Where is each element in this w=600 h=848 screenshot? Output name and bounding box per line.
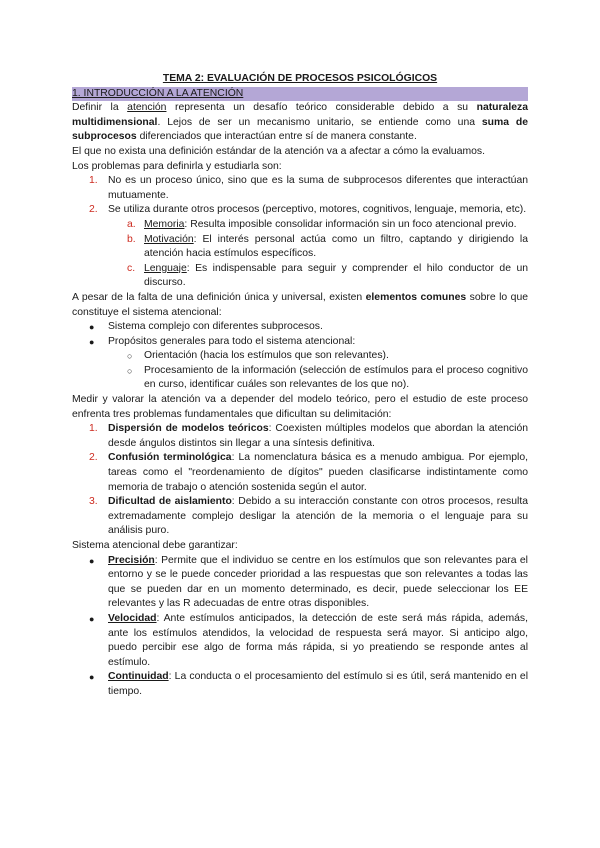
- list-item: ● Precisión: Permite que el individuo se centre en los estímulos que son relevantes para el entorno y se le puede conceder prioridad a las respuestas que son relevantes a todas las que se pueden dar en un momento determinado, es decir, puede seleccionar los EE relevantes y las R adecuadas de entre otras disponibles.: [89, 554, 528, 610]
- list-item: 3. Dificultad de aislamiento: Debido a su interacción constante con otros procesos, resulta extremadamente complejo desligar la atención de la memoria o el lenguaje para su análisis puro.: [89, 496, 528, 537]
- list-item: 2. Se utiliza durante otros procesos (perceptivo, motores, cognitivos, lenguaje, memoria, etc).: [89, 204, 527, 216]
- measure-paragraph: Medir y valorar la atención va a depender del modelo teórico, pero el estudio de este proceso enfrenta tres problemas fundamentales que dificultan su delimitación:: [72, 394, 528, 420]
- purposes-list: [72, 349, 528, 393]
- list-item: a. Memoria: Resulta imposible consolidar información sin un foco atencional previo.: [127, 218, 517, 230]
- guarantees-list: [72, 554, 528, 700]
- bold-naturaleza: naturaleza multidimensional: [72, 102, 528, 128]
- common-elements-paragraph: A pesar de la falta de una definición única y universal, existen elementos comunes sobre lo que constituye el sistema atencional:: [72, 291, 529, 318]
- guarantee-heading: Sistema atencional debe garantizar:: [72, 540, 238, 551]
- list-item: c. Lenguaje: Es indispensable para seguir y comprender el hilo conductor de un discurso.: [127, 262, 528, 289]
- document-title: TEMA 2: EVALUACIÓN DE PROCESOS PSICOLÓGICOS: [162, 73, 438, 84]
- subproblems-list: [72, 218, 528, 291]
- list-item: b. Motivación: El interés personal actúa como un filtro, captando y dirigiendo la atención hacia estímulos específicos.: [127, 233, 528, 260]
- section-heading: 1. INTRODUCCIÓN A LA ATENCIÓN: [72, 87, 528, 102]
- list-item: ○ Procesamiento de la información (selección de estímulos para el proceso cognitivo en curso, identificar cuáles son relevantes de los que no).: [127, 364, 528, 391]
- fundamental-problems-list: [72, 422, 528, 539]
- list-item: ● Propósitos generales para todo el sistema atencional:: [89, 335, 356, 347]
- list-item: ● Velocidad: Ante estímulos anticipados, la detección de este será más rápida, además, ante los estímulos atendidos, la velocidad de respuesta será mayor. Si anticipo algo, puedo percibir ese algo de forma más rápida, si yo preatiendo se responde antes al estímulo.: [89, 612, 528, 668]
- list-item: ● Sistema complejo con diferentes subprocesos.: [89, 321, 323, 333]
- intro-sentence-3: Los problemas para definirla y estudiarla son:: [72, 160, 282, 172]
- list-item: 1. Dispersión de modelos teóricos: Coexisten múltiples modelos que abordan la atención desde ángulos distintos sin llegar a una síntesis definitiva.: [89, 423, 528, 449]
- problems-list: [72, 174, 528, 218]
- list-item: 1. No es un proceso único, sino que es la suma de subprocesos diferentes que interactúan mutuamente.: [89, 175, 528, 201]
- list-item: ● Continuidad: La conducta o el procesamiento del estímulo si es útil, será mantenido en el tiempo.: [89, 671, 528, 697]
- document-page: [72, 72, 528, 700]
- intro-paragraph: Definir la atención representa un desafío teórico considerable debido a su naturaleza multidimensional. Lejos de ser un mecanismo unitario, se entiende como una suma de subprocesos diferenciados que interactúan entre sí de manera constante.: [72, 102, 529, 143]
- common-elements-list: [72, 320, 528, 349]
- intro-sentence-2: El que no exista una definición estándar de la atención va a afectar a cómo la evaluamos.: [72, 145, 485, 157]
- bold-suma-subprocesos: suma de subprocesos: [72, 116, 529, 143]
- term-atencion: atención: [127, 102, 167, 114]
- list-item: ○ Orientación (hacia los estímulos que son relevantes).: [127, 350, 389, 362]
- list-item: 2. Confusión terminológica: La nomenclatura básica es a menudo ambigua. Por ejemplo, tareas como el "reordenamiento de dígitos" pueden clasificarse indistintamente como memoria de trabajo o atención sostenida según el autor.: [89, 452, 528, 493]
- bold-elementos-comunes: elementos comunes: [365, 291, 467, 303]
